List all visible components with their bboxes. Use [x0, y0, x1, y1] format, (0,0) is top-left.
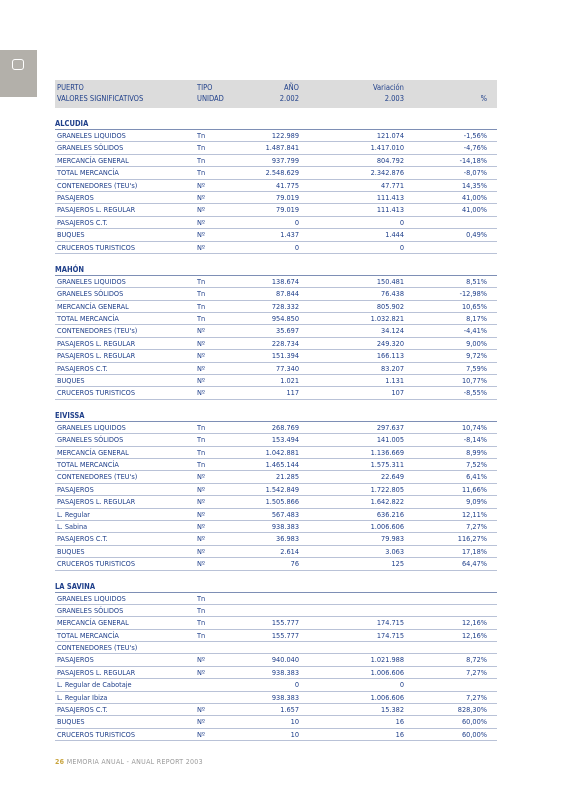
- row-unit: Nº: [197, 717, 206, 727]
- value-2002: 79.019: [276, 205, 299, 215]
- table-row: [55, 288, 497, 300]
- row-unit: Nº: [197, 338, 206, 348]
- value-2003: 1.136.669: [370, 447, 404, 457]
- value-2003: 1.417.010: [370, 143, 404, 153]
- table-row: [55, 350, 497, 362]
- row-unit: Nº: [197, 546, 206, 556]
- value-2002: 1.505.866: [265, 497, 299, 507]
- value-2003: 76.438: [381, 289, 404, 299]
- variation-percent: 7,52%: [466, 459, 487, 469]
- table-row: [55, 459, 497, 471]
- row-unit: Nº: [197, 655, 206, 665]
- value-2002: 938.383: [271, 521, 299, 531]
- row-label: PASAJEROS C.T.: [57, 217, 108, 227]
- variation-percent: 8,51%: [466, 276, 487, 286]
- table-row: [55, 558, 497, 570]
- table-row: [55, 180, 497, 192]
- variation-percent: 64,47%: [461, 559, 487, 569]
- value-2003: 1.032.821: [370, 314, 404, 324]
- row-label: TOTAL MERCANCÍA: [57, 168, 119, 178]
- footer-text: MEMORIA ANUAL - ANUAL REPORT 2003: [66, 758, 203, 766]
- table-row: [55, 301, 497, 313]
- header-values: VALORES SIGNIFICATIVOS: [57, 94, 144, 103]
- row-label: TOTAL MERCANCÍA: [57, 459, 119, 469]
- page-footer: [55, 758, 203, 766]
- value-2002: 0: [294, 217, 299, 227]
- row-label: PASAJEROS L. REGULAR: [57, 667, 136, 677]
- value-2002: 1.042.881: [265, 447, 299, 457]
- table-row: [55, 204, 497, 216]
- row-label: GRANELES SÓLIDOS: [57, 605, 124, 615]
- variation-percent: 60,00%: [461, 717, 487, 727]
- row-unit: Nº: [197, 376, 206, 386]
- value-2003: 1.575.311: [370, 459, 404, 469]
- row-unit: Nº: [197, 497, 206, 507]
- value-2003: 125: [391, 559, 404, 569]
- row-unit: Nº: [197, 326, 206, 336]
- value-2002: 940.040: [271, 655, 299, 665]
- row-unit: Nº: [197, 729, 206, 739]
- variation-percent: -4,41%: [463, 326, 487, 336]
- variation-percent: 41,00%: [461, 192, 487, 202]
- variation-percent: -14,18%: [459, 155, 487, 165]
- row-unit: Nº: [197, 521, 206, 531]
- value-2003: 1.006.606: [370, 521, 404, 531]
- table-row: [55, 716, 497, 728]
- table-row: [55, 679, 497, 691]
- variation-percent: 10,74%: [461, 422, 487, 432]
- value-2003: 0: [399, 217, 404, 227]
- row-unit: Tn: [197, 276, 206, 286]
- value-2002: 35.697: [276, 326, 299, 336]
- table-row: [55, 617, 497, 629]
- value-2003: 174.715: [376, 618, 404, 628]
- value-2002: 1.465.144: [265, 459, 299, 469]
- value-2002: 138.674: [271, 276, 299, 286]
- row-unit: Nº: [197, 472, 206, 482]
- header-port: PUERTO: [57, 83, 84, 92]
- row-label: CRUCEROS TURISTICOS: [57, 729, 136, 739]
- row-label: CONTENEDORES (TEU's): [57, 180, 138, 190]
- row-unit: Nº: [197, 559, 206, 569]
- row-label: PASAJEROS C.T.: [57, 363, 108, 373]
- section-title: ALCUDIA: [55, 118, 497, 130]
- table-row: [55, 276, 497, 288]
- variation-percent: 8,99%: [466, 447, 487, 457]
- variation-percent: 7,27%: [466, 692, 487, 702]
- row-label: MERCANCÍA GENERAL: [57, 447, 129, 457]
- row-unit: Nº: [197, 242, 206, 252]
- row-label: GRANELES LIQUIDOS: [57, 276, 126, 286]
- table-row: [55, 654, 497, 666]
- header-type: TIPO: [197, 83, 213, 92]
- row-label: GRANELES SÓLIDOS: [57, 289, 124, 299]
- header-year: AÑO: [284, 83, 299, 92]
- variation-percent: 116,27%: [457, 534, 487, 544]
- table-row: [55, 325, 497, 337]
- value-2002: 2.614: [280, 546, 299, 556]
- value-2003: 1.006.606: [370, 667, 404, 677]
- row-unit: Tn: [197, 593, 206, 603]
- value-2002: 954.850: [271, 314, 299, 324]
- statistics-table: [55, 80, 497, 741]
- value-2003: 15.382: [381, 705, 404, 715]
- value-2002: 1.542.849: [265, 484, 299, 494]
- table-row: [55, 242, 497, 254]
- row-unit: Nº: [197, 205, 206, 215]
- variation-percent: 9,72%: [466, 351, 487, 361]
- row-label: GRANELES LIQUIDOS: [57, 593, 126, 603]
- variation-percent: 6,41%: [466, 472, 487, 482]
- row-label: PASAJEROS: [57, 192, 94, 202]
- row-label: CONTENEDORES (TEU's): [57, 472, 138, 482]
- row-label: MERCANCÍA GENERAL: [57, 618, 129, 628]
- row-unit: Nº: [197, 351, 206, 361]
- variation-percent: -12,98%: [459, 289, 487, 299]
- value-2002: 1.657: [280, 705, 299, 715]
- row-unit: Tn: [197, 630, 206, 640]
- value-2002: 268.769: [271, 422, 299, 432]
- variation-percent: 7,59%: [466, 363, 487, 373]
- value-2003: 47.771: [381, 180, 404, 190]
- table-row: [55, 692, 497, 704]
- row-unit: Tn: [197, 131, 206, 140]
- value-2003: 249.320: [376, 338, 404, 348]
- value-2003: 1.131: [385, 376, 404, 386]
- table-row: [55, 704, 497, 716]
- table-row: [55, 605, 497, 617]
- value-2003: 16: [395, 729, 404, 739]
- row-label: CONTENEDORES (TEU's): [57, 326, 138, 336]
- value-2002: 0: [294, 680, 299, 690]
- row-label: CONTENEDORES (TEU's): [57, 643, 138, 653]
- value-2002: 938.383: [271, 667, 299, 677]
- value-2003: 111.413: [376, 192, 404, 202]
- value-2002: 1.487.841: [265, 143, 299, 153]
- table-row: [55, 496, 497, 508]
- row-unit: Nº: [197, 217, 206, 227]
- row-label: GRANELES SÓLIDOS: [57, 143, 124, 153]
- value-2002: 76: [290, 559, 299, 569]
- variation-percent: 10,77%: [461, 376, 487, 386]
- row-label: TOTAL MERCANCÍA: [57, 630, 119, 640]
- variation-percent: 12,16%: [461, 618, 487, 628]
- value-2003: 3.063: [385, 546, 404, 556]
- variation-percent: 14,35%: [461, 180, 487, 190]
- table-row: [55, 338, 497, 350]
- table-row: [55, 387, 497, 399]
- table-row: [55, 484, 497, 496]
- value-2003: 22.649: [381, 472, 404, 482]
- variation-percent: 7,27%: [466, 667, 487, 677]
- value-2002: 41.775: [276, 180, 299, 190]
- row-label: GRANELES SÓLIDOS: [57, 435, 124, 445]
- table-row: [55, 447, 497, 459]
- table-row: [55, 434, 497, 446]
- row-unit: Nº: [197, 230, 206, 240]
- variation-percent: 41,00%: [461, 205, 487, 215]
- variation-percent: -8,07%: [463, 168, 487, 178]
- header-variation: Variación: [373, 83, 404, 92]
- row-unit: Tn: [197, 301, 206, 311]
- value-2003: 150.481: [376, 276, 404, 286]
- value-2002: 155.777: [271, 618, 299, 628]
- table-row: [55, 471, 497, 483]
- row-label: PASAJEROS L. REGULAR: [57, 497, 136, 507]
- value-2003: 1.642.822: [370, 497, 404, 507]
- row-label: MERCANCÍA GENERAL: [57, 155, 129, 165]
- page-number: 26: [55, 758, 65, 766]
- variation-percent: 0,49%: [466, 230, 487, 240]
- row-unit: Nº: [197, 667, 206, 677]
- row-unit: Tn: [197, 289, 206, 299]
- variation-percent: 12,16%: [461, 630, 487, 640]
- side-tab: [0, 50, 37, 97]
- table-row: [55, 593, 497, 605]
- row-label: PASAJEROS C.T.: [57, 534, 108, 544]
- row-label: L. Regular de Cabotaje: [57, 680, 132, 690]
- row-label: MERCANCÍA GENERAL: [57, 301, 129, 311]
- value-2003: 636.216: [376, 509, 404, 519]
- row-unit: Tn: [197, 422, 206, 432]
- header-percent: %: [480, 94, 487, 103]
- row-label: PASAJEROS C.T.: [57, 705, 108, 715]
- value-2003: 297.637: [376, 422, 404, 432]
- value-2003: 1.444: [385, 230, 404, 240]
- value-2003: 805.902: [376, 301, 404, 311]
- row-unit: Tn: [197, 435, 206, 445]
- variation-percent: 10,65%: [461, 301, 487, 311]
- value-2002: 10: [290, 717, 299, 727]
- row-unit: Tn: [197, 618, 206, 628]
- value-2003: 2.342.876: [370, 168, 404, 178]
- row-label: L. Regular Ibiza: [57, 692, 108, 702]
- page-marker-icon: [12, 59, 24, 70]
- variation-percent: -8,14%: [463, 435, 487, 445]
- value-2002: 1.437: [280, 230, 299, 240]
- value-2002: 79.019: [276, 192, 299, 202]
- variation-percent: 11,66%: [461, 484, 487, 494]
- value-2003: 34.124: [381, 326, 404, 336]
- table-row: [55, 192, 497, 204]
- variation-percent: 9,00%: [466, 338, 487, 348]
- row-label: GRANELES LIQUIDOS: [57, 131, 126, 140]
- value-2003: 0: [399, 242, 404, 252]
- value-2003: 1.021.988: [370, 655, 404, 665]
- value-2002: 228.734: [271, 338, 299, 348]
- table-row: [55, 642, 497, 654]
- table-row: [55, 142, 497, 154]
- row-label: BUQUES: [57, 717, 85, 727]
- variation-percent: 7,27%: [466, 521, 487, 531]
- table-row: [55, 130, 497, 142]
- section-title: EIVISSA: [55, 410, 497, 422]
- table-row: [55, 155, 497, 167]
- row-label: CRUCEROS TURISTICOS: [57, 242, 136, 252]
- variation-percent: 9,09%: [466, 497, 487, 507]
- row-label: CRUCEROS TURISTICOS: [57, 388, 136, 398]
- row-unit: Nº: [197, 484, 206, 494]
- table-row: [55, 167, 497, 179]
- variation-percent: 60,00%: [461, 729, 487, 739]
- row-unit: Tn: [197, 155, 206, 165]
- row-label: PASAJEROS L. REGULAR: [57, 205, 136, 215]
- row-label: TOTAL MERCANCÍA: [57, 314, 119, 324]
- value-2002: 122.989: [271, 131, 299, 140]
- row-label: BUQUES: [57, 546, 85, 556]
- value-2003: 141.005: [376, 435, 404, 445]
- value-2002: 1.021: [280, 376, 299, 386]
- row-label: BUQUES: [57, 230, 85, 240]
- row-unit: Nº: [197, 509, 206, 519]
- row-unit: Nº: [197, 363, 206, 373]
- variation-percent: -1,56%: [463, 131, 487, 140]
- row-unit: Tn: [197, 314, 206, 324]
- value-2003: 79.983: [381, 534, 404, 544]
- table-row: [55, 229, 497, 241]
- table-row: [55, 729, 497, 741]
- table-row: [55, 313, 497, 325]
- row-unit: Nº: [197, 180, 206, 190]
- row-unit: Nº: [197, 534, 206, 544]
- variation-percent: 8,72%: [466, 655, 487, 665]
- row-unit: Tn: [197, 447, 206, 457]
- value-2003: 0: [399, 680, 404, 690]
- value-2002: 2.548.629: [265, 168, 299, 178]
- value-2003: 166.113: [376, 351, 404, 361]
- table-row: [55, 630, 497, 642]
- value-2002: 567.483: [271, 509, 299, 519]
- value-2002: 87.844: [276, 289, 299, 299]
- value-2002: 10: [290, 729, 299, 739]
- value-2002: 36.983: [276, 534, 299, 544]
- section-title: MAHÓN: [55, 264, 497, 276]
- value-2002: 21.285: [276, 472, 299, 482]
- row-unit: Nº: [197, 705, 206, 715]
- row-label: L. Sabina: [57, 521, 88, 531]
- row-label: GRANELES LIQUIDOS: [57, 422, 126, 432]
- value-2003: 16: [395, 717, 404, 727]
- row-unit: Tn: [197, 168, 206, 178]
- variation-percent: -8,55%: [463, 388, 487, 398]
- header-year-2002: 2.002: [279, 94, 299, 103]
- header-unit: UNIDAD: [197, 94, 224, 103]
- row-label: PASAJEROS: [57, 484, 94, 494]
- row-unit: Nº: [197, 192, 206, 202]
- row-label: PASAJEROS L. REGULAR: [57, 351, 136, 361]
- row-unit: Nº: [197, 388, 206, 398]
- header-year-2003: 2.003: [384, 94, 404, 103]
- value-2003: 804.792: [376, 155, 404, 165]
- value-2002: 153.494: [271, 435, 299, 445]
- variation-percent: 12,11%: [461, 509, 487, 519]
- value-2002: 0: [294, 242, 299, 252]
- table-row: [55, 533, 497, 545]
- value-2003: 107: [391, 388, 404, 398]
- variation-percent: 8,17%: [466, 314, 487, 324]
- row-unit: Tn: [197, 459, 206, 469]
- value-2002: 938.383: [271, 692, 299, 702]
- value-2003: 83.207: [381, 363, 404, 373]
- table-row: [55, 363, 497, 375]
- value-2002: 937.799: [271, 155, 299, 165]
- value-2002: 117: [286, 388, 299, 398]
- table-body: [55, 118, 497, 741]
- variation-percent: 828,30%: [457, 705, 487, 715]
- table-row: [55, 521, 497, 533]
- table-row: [55, 422, 497, 434]
- value-2003: 174.715: [376, 630, 404, 640]
- row-label: PASAJEROS L. REGULAR: [57, 338, 136, 348]
- section-title: LA SAVINA: [55, 581, 497, 593]
- value-2002: 77.340: [276, 363, 299, 373]
- table-row: [55, 667, 497, 679]
- row-unit: Tn: [197, 605, 206, 615]
- value-2002: 728.332: [271, 301, 299, 311]
- value-2003: 1.006.606: [370, 692, 404, 702]
- value-2003: 1.722.805: [370, 484, 404, 494]
- row-label: PASAJEROS: [57, 655, 94, 665]
- row-label: BUQUES: [57, 376, 85, 386]
- value-2003: 111.413: [376, 205, 404, 215]
- table-row: [55, 546, 497, 558]
- row-label: CRUCEROS TURISTICOS: [57, 559, 136, 569]
- variation-percent: 17,18%: [461, 546, 487, 556]
- value-2002: 151.394: [271, 351, 299, 361]
- table-row: [55, 217, 497, 229]
- table-header: [55, 80, 497, 108]
- variation-percent: -4,76%: [463, 143, 487, 153]
- value-2003: 121.074: [376, 131, 404, 140]
- table-row: [55, 509, 497, 521]
- table-row: [55, 375, 497, 387]
- value-2002: 155.777: [271, 630, 299, 640]
- row-unit: Tn: [197, 143, 206, 153]
- row-label: L. Regular: [57, 509, 90, 519]
